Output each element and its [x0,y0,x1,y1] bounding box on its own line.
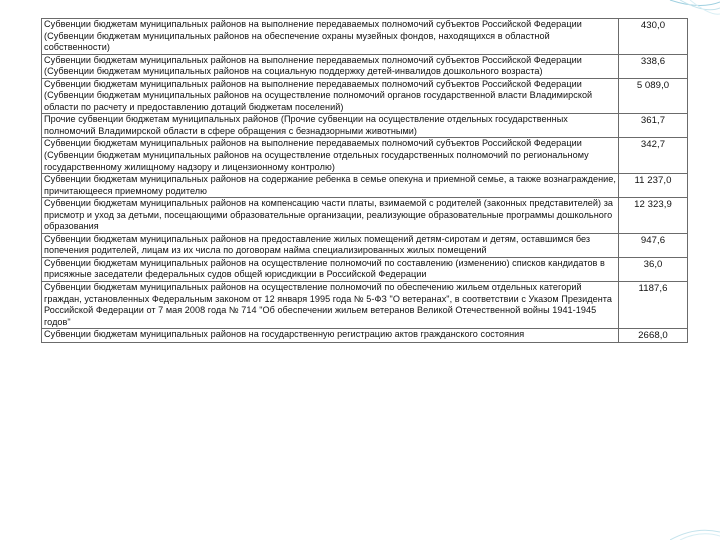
table-row [42,19,688,55]
row-description: Субвенции бюджетам муниципальных районов на государственную регистрацию актов гражданского состояния [42,329,619,343]
row-value: 342,7 [619,138,688,174]
row-description: Субвенции бюджетам муниципальных районов на осуществление полномочий по составлению (изменению) списков кандидатов в присяжные заседатели федеральных судов общей юрисдикции в Российской Федерации [42,257,619,281]
row-description: Субвенции бюджетам муниципальных районов на содержание ребенка в семье опекуна и приемной семье, а также вознаграждение, причитающееся приемному родителю [42,174,619,198]
row-value: 5 089,0 [619,78,688,114]
row-value: 338,6 [619,54,688,78]
row-value: 947,6 [619,233,688,257]
row-description: Субвенции бюджетам муниципальных районов на выполнение передаваемых полномочий субъектов Российской Федерации (Субвенции бюджетам муниципальных районов на обеспечение охраны музейных фондов, находящихся в областной собственности) [42,19,619,55]
table-row [42,233,688,257]
row-value: 12 323,9 [619,198,688,234]
table-row [42,114,688,138]
table-row [42,78,688,114]
row-description: Субвенции бюджетам муниципальных районов на выполнение передаваемых полномочий субъектов Российской Федерации (Субвенции бюджетам муниципальных районов на осуществление отдельных государственных полномочий по региональному государственному жилищному надзору и лицензионному контролю) [42,138,619,174]
row-value: 361,7 [619,114,688,138]
table-row [42,54,688,78]
row-value: 430,0 [619,19,688,55]
row-value: 36,0 [619,257,688,281]
table-row [42,329,688,343]
corner-decoration-bottom [670,516,720,540]
row-description: Прочие субвенции бюджетам муниципальных районов (Прочие субвенции на осуществление отдельных государственных полномочий Владимирской области в сфере обращения с безнадзорными животными) [42,114,619,138]
row-description: Субвенции бюджетам муниципальных районов на осуществление полномочий по обеспечению жильем отдельных категорий граждан, установленных Федеральным законом от 12 января 1995 года № 5-ФЗ "О ветеранах", в соответствии с Указом Президента Российской Федерации от 7 мая 2008 года № 714 "Об обеспечении жильем ветеранов Великой Отечественной войны 1941-1945 годов" [42,282,619,329]
table-row [42,174,688,198]
table-row [42,282,688,329]
row-description: Субвенции бюджетам муниципальных районов на выполнение передаваемых полномочий субъектов Российской Федерации (Субвенции бюджетам муниципальных районов на осуществление полномочий органов государственной власти Владимирской области по расчету и предоставлению дотаций бюджетам поселений) [42,78,619,114]
row-description: Субвенции бюджетам муниципальных районов на предоставление жилых помещений детям-сиротам и детям, оставшимся без попечения родителей, лицам из их числа по договорам найма специализированных жилых помещений [42,233,619,257]
table-row [42,198,688,234]
table-row [42,138,688,174]
row-value: 1187,6 [619,282,688,329]
row-value: 11 237,0 [619,174,688,198]
row-description: Субвенции бюджетам муниципальных районов на компенсацию части платы, взимаемой с родителей (законных представителей) за присмотр и уход за детьми, посещающими образовательные организации, реализующие образовательные программы дошкольного образования [42,198,619,234]
subventions-table [41,18,688,343]
row-value: 2668,0 [619,329,688,343]
row-description: Субвенции бюджетам муниципальных районов на выполнение передаваемых полномочий субъектов Российской Федерации (Субвенции бюджетам муниципальных районов на социальную поддержку детей-инвалидов дошкольного возраста) [42,54,619,78]
table-row [42,257,688,281]
